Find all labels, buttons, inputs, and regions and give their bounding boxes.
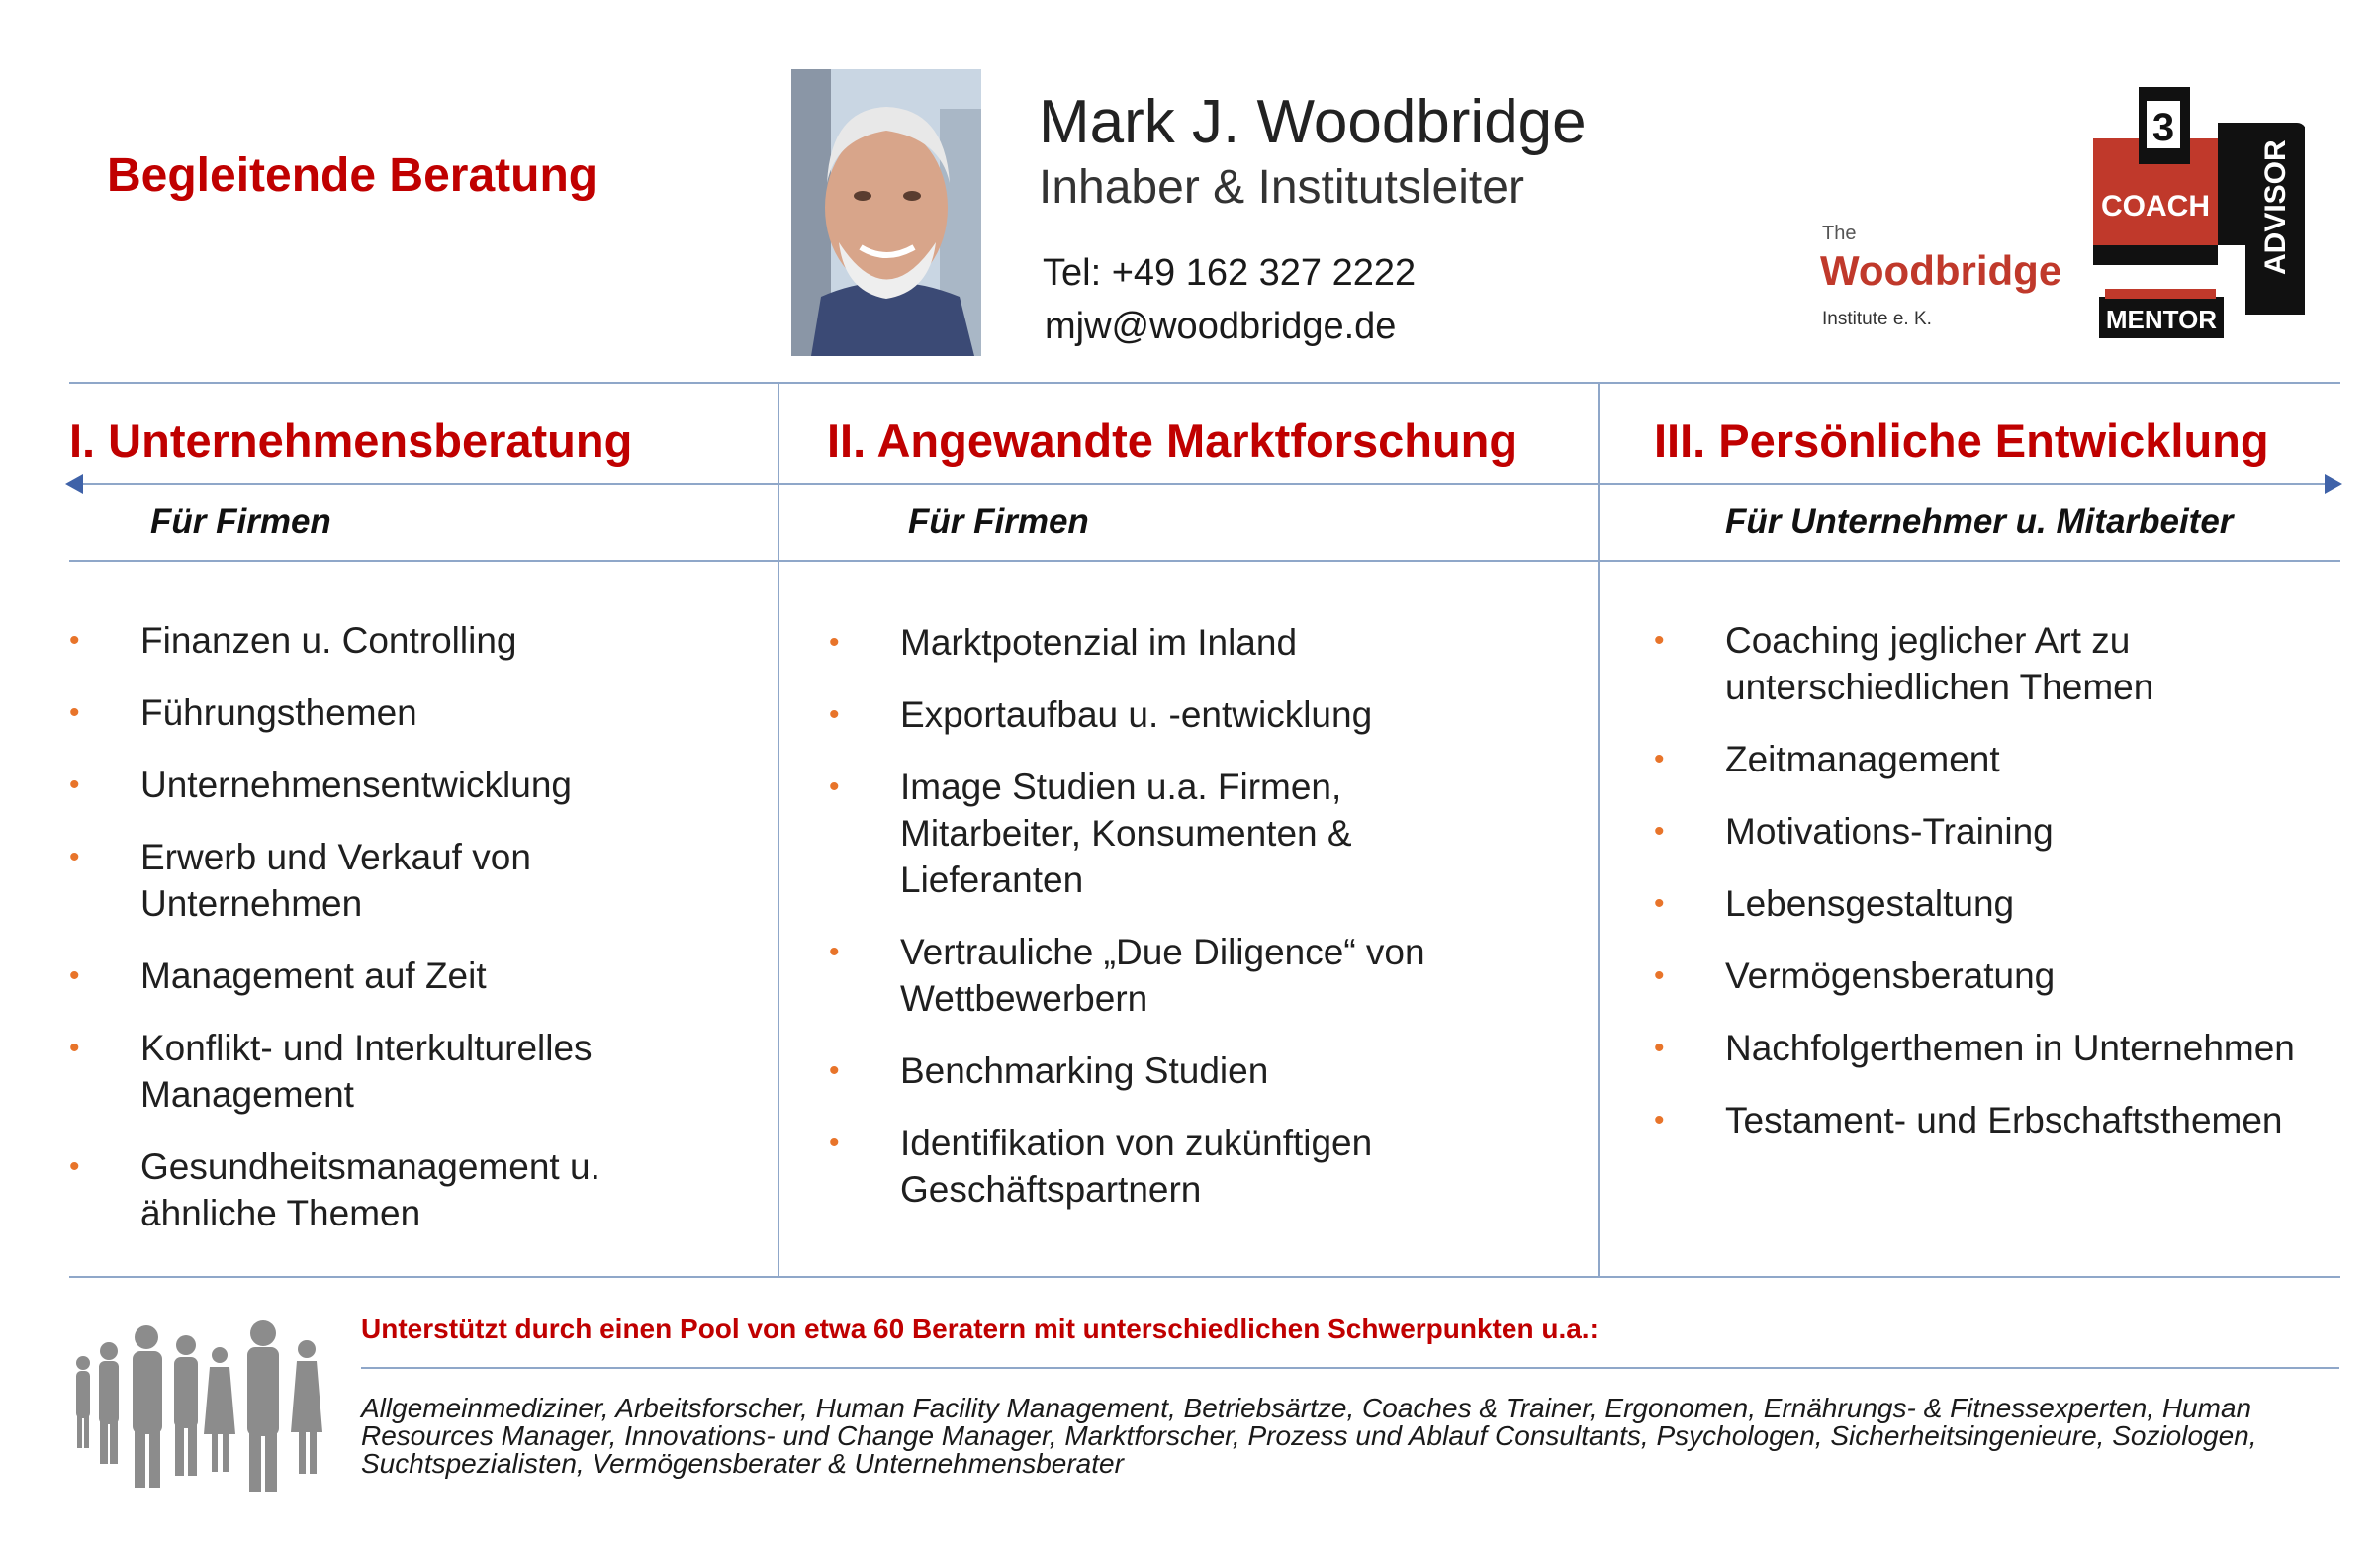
- bullet-icon: •: [1654, 959, 1665, 992]
- list-item: • Zeitmanagement: [1654, 736, 2346, 782]
- bullet-icon: •: [829, 936, 840, 968]
- list-item: • Coaching jeglicher Art zu unterschiedlichen Themen: [1654, 617, 2346, 710]
- bullet-icon: •: [829, 1054, 840, 1087]
- rule-sub: [69, 560, 2340, 562]
- list-item: • Unternehmensentwicklung: [69, 762, 752, 808]
- list-item: • Vermögensberatung: [1654, 953, 2346, 999]
- list-item: • Nachfolgerthemen in Unternehmen: [1654, 1025, 2346, 1071]
- rule-arrow: [69, 483, 2340, 485]
- logo-number: 3: [2151, 106, 2175, 149]
- list-item: • Gesundheitsmanagement u. ähnliche Themen: [69, 1143, 752, 1236]
- bullet-icon: •: [69, 769, 80, 801]
- pool-title: Unterstützt durch einen Pool von etwa 60 Beratern mit unterschiedlichen Schwerpunkten u.a.:: [361, 1314, 1599, 1344]
- list-item: • Finanzen u. Controlling: [69, 617, 752, 664]
- column-list-2: [829, 619, 1541, 1238]
- logo-coach: COACH: [2101, 190, 2210, 223]
- rule-top: [69, 382, 2340, 384]
- logo-advisor: ADVISOR: [2259, 139, 2292, 275]
- list-item: • Motivations-Training: [1654, 808, 2346, 855]
- logo-mentor: MENTOR: [2105, 305, 2218, 334]
- bullet-icon: •: [829, 698, 840, 731]
- column-subtitle-3: Für Unternehmer u. Mitarbeiter: [1725, 502, 2234, 541]
- list-item: • Konflikt- und Interkulturelles Management: [69, 1025, 752, 1118]
- logo-the: The: [1822, 223, 1857, 244]
- bullet-icon: •: [1654, 1104, 1665, 1136]
- column-title-2: II. Angewandte Marktforschung: [827, 414, 1518, 467]
- column-title-3: III. Persönliche Entwicklung: [1654, 414, 2269, 467]
- logo-brand: Woodbridge: [1820, 247, 2062, 294]
- bullet-icon: •: [1654, 624, 1665, 657]
- list-item: • Marktpotenzial im Inland: [829, 619, 1541, 666]
- list-item: • Exportaufbau u. -entwicklung: [829, 691, 1541, 738]
- person-role: Inhaber & Institutsleiter: [1039, 161, 1524, 214]
- arrow-left-icon: [65, 474, 83, 494]
- list-item: • Management auf Zeit: [69, 953, 752, 999]
- column-subtitle-2: Für Firmen: [908, 502, 1089, 541]
- phone-number[interactable]: Tel: +49 162 327 2222: [1043, 252, 1417, 294]
- rule-pool: [361, 1367, 2339, 1369]
- bullet-icon: •: [69, 1032, 80, 1064]
- section-label: Begleitende Beratung: [107, 149, 598, 202]
- column-list-3: [1654, 617, 2346, 1169]
- bullet-icon: •: [69, 624, 80, 657]
- bullet-icon: •: [829, 1127, 840, 1159]
- list-item: • Vertrauliche „Due Diligence“ von Wettbewerbern: [829, 929, 1541, 1022]
- bullet-icon: •: [1654, 1032, 1665, 1064]
- bullet-icon: •: [69, 959, 80, 992]
- column-subtitle-1: Für Firmen: [150, 502, 331, 541]
- list-item: • Benchmarking Studien: [829, 1047, 1541, 1094]
- column-list-1: [69, 617, 752, 1262]
- list-item: • Erwerb und Verkauf von Unternehmen: [69, 834, 752, 927]
- list-item: • Image Studien u.a. Firmen, Mitarbeiter, Konsumenten & Lieferanten: [829, 764, 1541, 903]
- column-title-1: I. Unternehmensberatung: [69, 414, 633, 467]
- logo-sub: Institute e. K.: [1822, 309, 1932, 329]
- pool-description: Allgemeinmediziner, Arbeitsforscher, Human Facility Management, Betriebsärtze, Coaches & Trainer, Ergonomen, Ernährungs- & Fitnessexperten, Human Resources Manager, Innovations- und Change Manager, Marktforscher, Prozess und Ablauf Consultants, Psychologen, Sicherheitsingenieure, Soziologen, Suchtspezialisten, Vermögensberater & Unternehmensberater: [361, 1393, 2257, 1479]
- bullet-icon: •: [69, 1150, 80, 1183]
- column-divider-2: [1598, 382, 1600, 1278]
- bullet-icon: •: [829, 771, 840, 803]
- list-item: • Führungsthemen: [69, 689, 752, 736]
- arrow-right-icon: [2325, 474, 2342, 494]
- email-address[interactable]: mjw@woodbridge.de: [1045, 306, 1397, 347]
- bullet-icon: •: [1654, 743, 1665, 775]
- bullet-icon: •: [1654, 815, 1665, 848]
- list-item: • Identifikation von zukünftigen Geschäftspartnern: [829, 1120, 1541, 1213]
- bullet-icon: •: [829, 626, 840, 659]
- bullet-icon: •: [69, 696, 80, 729]
- list-item: • Testament- und Erbschaftsthemen: [1654, 1097, 2346, 1143]
- people-silhouettes-icon: [69, 1316, 336, 1494]
- portrait-photo: [791, 69, 981, 356]
- woodbridge-logo: [1820, 87, 2305, 344]
- bullet-icon: •: [1654, 887, 1665, 920]
- list-item: • Lebensgestaltung: [1654, 880, 2346, 927]
- rule-bottom: [69, 1276, 2340, 1278]
- bullet-icon: •: [69, 841, 80, 873]
- person-name: Mark J. Woodbridge: [1039, 88, 1587, 156]
- column-divider-1: [778, 382, 779, 1278]
